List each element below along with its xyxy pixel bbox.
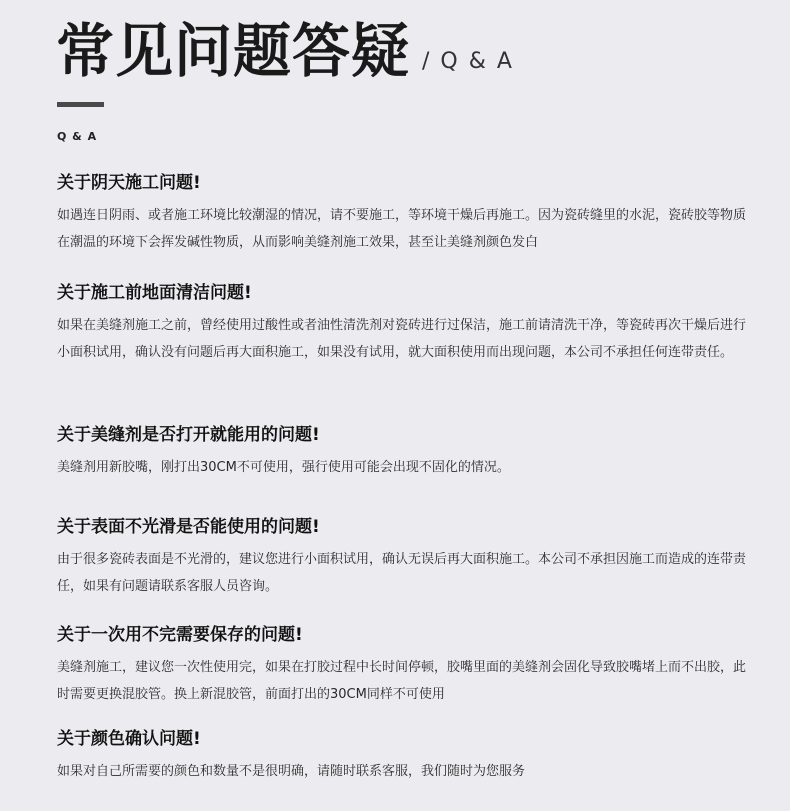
faq-item-storage bbox=[57, 624, 757, 708]
faq-answer: 美缝剂用新胶嘴，刚打出30CM不可使用，强行使用可能会出现不固化的情况。 bbox=[57, 460, 510, 475]
faq-answer: 如果在美缝剂施工之前，曾经使用过酸性或者油性清洗剂对瓷砖进行过保洁，施工前请清洗干净，等瓷砖再次干燥后进行小面积试用，确认没有问题后再大面积施工，如果没有试用，就大面积使用而出现问题，本公司不承担任何连带责任。 bbox=[57, 318, 747, 360]
faq-question: 关于一次用不完需要保存的问题! bbox=[57, 625, 303, 645]
faq-answer: 如果对自己所需要的颜色和数量不是很明确，请随时联系客服，我们随时为您服务 bbox=[57, 764, 526, 779]
page-title: 常见问题答疑 bbox=[56, 17, 411, 85]
faq-question: 关于阴天施工问题! bbox=[57, 173, 201, 193]
faq-question: 关于施工前地面清洁问题! bbox=[57, 283, 252, 303]
qa-label: Q & A bbox=[57, 130, 98, 143]
faq-item-floor-cleaning bbox=[57, 282, 757, 366]
faq-question: 关于颜色确认问题! bbox=[57, 729, 201, 749]
faq-item-rough-surface bbox=[57, 516, 757, 600]
page-header bbox=[56, 0, 514, 85]
faq-answer: 如遇连日阴雨、或者施工环境比较潮湿的情况，请不要施工，等环境干燥后再施工。因为瓷砖缝里的水泥，瓷砖胶等物质在潮温的环境下会挥发碱性物质，从而影响美缝剂施工效果，甚至让美缝剂颜色发白 bbox=[57, 208, 747, 250]
faq-question: 关于表面不光滑是否能使用的问题! bbox=[57, 517, 320, 537]
title-divider bbox=[57, 102, 104, 107]
faq-answer: 由于很多瓷砖表面是不光滑的，建议您进行小面积试用，确认无误后再大面积施工。本公司不承担因施工而造成的连带责任，如果有问题请联系客服人员咨询。 bbox=[57, 552, 747, 594]
page-title-sub: / Q & A bbox=[422, 49, 514, 74]
faq-item-ready-to-use bbox=[57, 424, 757, 481]
faq-item-color-confirm bbox=[57, 728, 757, 785]
faq-answer: 美缝剂施工，建议您一次性使用完，如果在打胶过程中长时间停顿，胶嘴里面的美缝剂会固化导致胶嘴堵上而不出胶，此时需要更换混胶管。换上新混胶管，前面打出的30CM同样不可使用 bbox=[57, 660, 747, 702]
faq-item-cloudy-weather bbox=[57, 172, 757, 256]
faq-question: 关于美缝剂是否打开就能用的问题! bbox=[57, 425, 320, 445]
